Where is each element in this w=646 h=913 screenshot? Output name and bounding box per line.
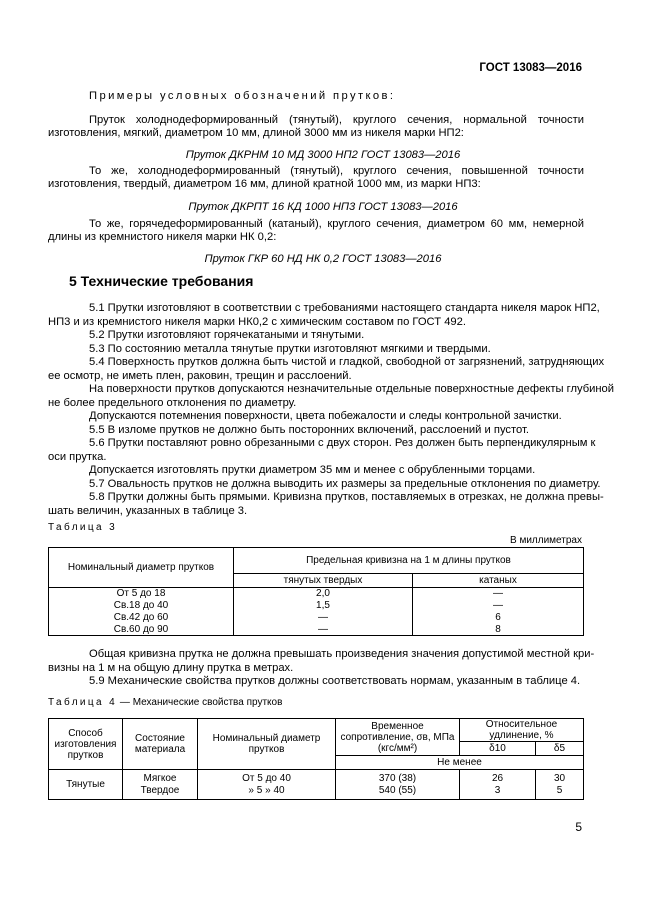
req-line: 5.4 Поверхность прутков должна быть чистой и гладкой, свободной от загрязнений, затрудняющих [89,356,605,368]
req-line: 5.1 Прутки изготовляют в соответствии с требованиями настоящего стандарта никеля марок НП2, [89,302,600,314]
table4-cell-strength [336,770,460,800]
example-1-text: Пруток холоднодеформированный (тянутый), круглого сечения, нормальной точности изготовления, мягкий, диаметром 10 мм, длиной 3000 мм из никеля марки НП2: [48,114,584,140]
table4-caption-title: — Механические свойства прутков [117,697,283,708]
table4-cell-d10 [460,770,536,800]
table3-cell: Св.42 до 60 [49,612,234,624]
table4-cell-d5 [536,770,584,800]
table4-d5-1: 30 [553,772,566,784]
examples-title: Примеры условных обозначений прутков: [89,90,396,102]
table4-cell-method: Тянутые [49,770,123,800]
document-code: ГОСТ 13083—2016 [479,62,582,74]
req-line: 5.8 Прутки должны быть прямыми. Кривизна прутков, поставляемых в отрезках, не должна превы- [89,491,604,503]
table-row [49,624,584,636]
table4 [48,718,584,800]
table4-str-1: 370 (38) [378,772,417,784]
table4-header-d5: δ5 [536,742,584,756]
example-2-formula: Пруток ДКРПТ 16 КД 1000 НП3 ГОСТ 13083—2016 [188,201,458,213]
after-table3-line: 5.9 Механические свойства прутков должны соответствовать нормам, указанным в таблице 4. [89,675,581,687]
table4-header-elongation: Относительное удлинение, % [460,719,584,742]
table3-cell: 8 [413,624,584,636]
req-line: 5.2 Прутки изготовляют горячекатаными и тянутыми. [89,329,365,341]
table3-cell: — [234,624,413,636]
req-line: На поверхности прутков допускаются незначительные отдельные поверхностные дефекты глубиной [89,383,615,395]
table3-cell: 6 [413,612,584,624]
table4-caption [48,697,282,708]
table4-diam-1: От 5 до 40 [242,772,291,784]
table3-cell: — [413,600,584,612]
req-line: шать величин, указанных в таблице 3. [48,505,248,517]
table4-header-strength: Временное сопротивление, σв, МПа (кгс/мм²) [336,719,460,756]
table4-caption-label: Таблица 4 [48,697,118,708]
req-line: 5.7 Овальность прутков не должна выводить их размеры за предельные отклонения по диаметру. [89,478,601,490]
table4-str-2: 540 (55) [378,784,417,796]
example-3-formula: Пруток ГКР 60 НД НК 0,2 ГОСТ 13083—2016 [204,253,442,265]
table4-header-state: Состояние материала [123,719,198,770]
table3-header-drawn: тянутых твердых [234,574,413,588]
table3-cell: — [413,588,584,600]
req-line: 5.3 По состоянию металла тянутые прутки изготовляют мягкими и твердыми. [89,343,491,355]
table3-cell: Св.18 до 40 [49,600,234,612]
table4-header-d10: δ10 [460,742,536,756]
table3-cell: 1,5 [234,600,413,612]
table4-d5-2: 5 [556,784,563,796]
table3-caption: Таблица 3 [48,522,118,533]
req-line: 5.6 Прутки поставляют ровно обрезанными с двух сторон. Рез должен быть перпендикулярным к [89,437,596,449]
table-row [49,588,584,600]
example-1-formula: Пруток ДКРНМ 10 МД 3000 НП2 ГОСТ 13083—2016 [185,149,461,161]
table3-header-diameter: Номинальный диаметр прутков [49,548,234,588]
example-2-text: То же, холоднодеформированный (тянутый), круглого сечения, повышенной точности изготовления, твердый, диаметром 16 мм, длиной кратной 1000 мм, из марки НП3: [48,165,584,191]
table-row [49,770,584,800]
table4-cell-state [123,770,198,800]
table4-cell-diameter [198,770,336,800]
table4-header-diameter: Номинальный диаметр прутков [198,719,336,770]
table3-cell: Св.60 до 90 [49,624,234,636]
table3-header-curvature: Предельная кривизна на 1 м длины прутков [234,548,584,574]
table-row [49,612,584,624]
table3-cell: От 5 до 18 [49,588,234,600]
req-line: НП3 и из кремнистого никеля марки НК0,2 с химическим составом по ГОСТ 492. [48,316,466,328]
table4-d10-2: 3 [494,784,501,796]
page-number: 5 [575,820,582,834]
table4-state-1: Мягкое [143,772,177,784]
table3-units: В миллиметрах [510,535,582,546]
req-line: Допускаются потемнения поверхности, цвета побежалости и следы контрольной зачистки. [89,410,562,422]
example-3-text: То же, горячедеформированный (катаный), круглого сечения, диаметром 60 мм, немерной длины из кремнистого никеля марки НК 0,2: [48,218,584,244]
table3-cell: — [234,612,413,624]
table3 [48,547,584,636]
table3-header-rolled: катаных [413,574,584,588]
after-table3-line: Общая кривизна прутка не должна превышать произведения значения допустимой местной кри- [89,648,595,660]
table3-cell: 2,0 [234,588,413,600]
req-line: оси прутка. [48,451,107,463]
req-line: ее осмотр, не иметь плен, раковин, трещин и расслоений. [48,370,352,382]
table4-header-method: Способ изготовления прутков [49,719,123,770]
req-line: 5.5 В изломе прутков не должно быть посторонних включений, расслоений и пустот. [89,424,529,436]
table4-header-min: Не менее [336,756,584,770]
table4-diam-2: » 5 » 40 [248,784,285,796]
table-row [49,600,584,612]
table4-d10-1: 26 [491,772,504,784]
after-table3-line: визны на 1 м на общую длину прутка в метрах. [48,662,294,674]
section-title: 5 Технические требования [69,273,254,289]
req-line: не более предельного отклонения по диаметру. [48,397,297,409]
table4-state-2: Твердое [140,784,180,796]
req-line: Допускается изготовлять прутки диаметром 35 мм и менее с обрубленными торцами. [89,464,536,476]
